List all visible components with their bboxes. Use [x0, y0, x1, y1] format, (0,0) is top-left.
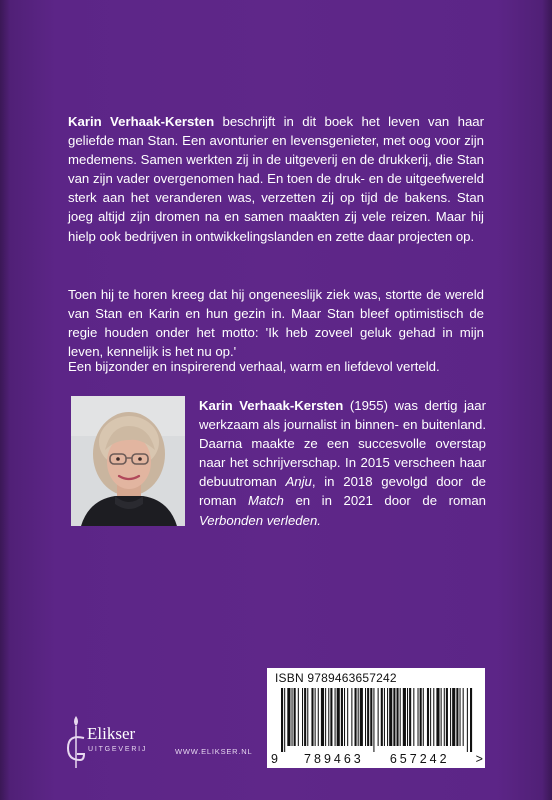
barcode-bar	[436, 688, 439, 746]
barcode-bar	[351, 688, 352, 746]
barcode-bar	[413, 688, 414, 746]
barcode-bar	[403, 688, 406, 746]
barcode-bar	[298, 688, 299, 746]
barcode-bar	[335, 688, 336, 746]
barcode-bar	[344, 688, 345, 746]
right-edge-shadow	[542, 0, 552, 800]
publisher-logo	[62, 714, 162, 774]
barcode-bar	[341, 688, 343, 746]
barcode-bar	[444, 688, 445, 746]
barcode-bar	[407, 688, 408, 746]
barcode-bar	[307, 688, 308, 746]
barcode-bar	[281, 688, 283, 752]
barcode-bar	[441, 688, 442, 746]
blurb-paragraph-2: Toen hij te horen kreeg dat hij ongeneeslijk ziek was, stortte de wereld van Stan en Karin en hun gezin in. Maar Stan bleef optimistisch de regie houden onder het motto: 'Ik heb zoveel geluk gehad in mijn leven, kennelijk is het nu op.'	[68, 287, 484, 360]
barcode-bar	[470, 688, 472, 752]
barcode-bar	[321, 688, 324, 746]
barcode-bar	[430, 688, 431, 746]
publisher-name: Elikser	[87, 724, 136, 743]
barcode-bar	[384, 688, 385, 746]
barcode-bar	[418, 688, 419, 746]
bio-text-2: , in 2018 gevolgd door de roman	[199, 474, 487, 509]
barcode-bar	[420, 688, 422, 746]
barcode-bar	[381, 688, 383, 746]
barcode-bar	[450, 688, 451, 746]
publisher-website: WWW.ELIKSER.NL	[175, 747, 253, 756]
barcode-bar	[304, 688, 306, 746]
barcode-bar	[389, 688, 392, 746]
bio-text-3: en in 2021 door de roman	[283, 493, 486, 509]
isbn-barcode	[267, 668, 485, 768]
barcode-bar	[378, 688, 379, 746]
author-bio	[199, 396, 486, 530]
barcode-bar	[355, 688, 357, 746]
author-portrait-illustration	[71, 396, 185, 526]
barcode-bar	[456, 688, 458, 746]
barcode-bar	[460, 688, 461, 746]
isbn-label: ISBN 9789463657242	[275, 671, 397, 685]
blurb-author-name: Karin Verhaak-Kersten	[68, 114, 215, 129]
blurb-paragraph-3: Een bijzonder en inspirerend verhaal, warm en liefdevol verteld.	[68, 359, 440, 374]
barcode-bar	[325, 688, 326, 746]
barcode-bar	[393, 688, 395, 746]
barcode-bar	[330, 688, 332, 746]
barcode-bar	[427, 688, 429, 746]
publisher-emblem-icon	[62, 714, 90, 772]
barcode-bar	[328, 688, 329, 746]
barcode-bar	[370, 688, 372, 746]
barcode-bar	[387, 688, 388, 746]
barcode-bar	[302, 688, 303, 746]
barcode-bar	[292, 688, 293, 746]
barcode-bars	[275, 688, 477, 752]
bio-author-name: Karin Verhaak-Kersten	[199, 398, 344, 413]
barcode-bar	[337, 688, 340, 746]
blurb-paragraph-1	[68, 112, 484, 246]
barcode-bar	[423, 688, 424, 746]
bio-book-title-1: Anju	[285, 474, 312, 490]
barcode-bar	[360, 688, 363, 746]
barcode-bar	[367, 688, 369, 746]
bio-book-title-3: Verbonden verleden.	[199, 512, 321, 528]
barcode-bar	[311, 688, 313, 746]
publisher-subtitle: UITGEVERIJ	[88, 746, 148, 753]
barcode-bar	[373, 688, 374, 752]
left-edge-shadow	[0, 0, 10, 800]
barcode-digits	[271, 752, 483, 766]
barcode-bar	[287, 688, 290, 746]
author-photo	[71, 396, 185, 526]
barcode-digit-group-2: 657242	[389, 752, 450, 766]
barcode-bar	[284, 688, 285, 752]
bio-book-title-2: Match	[247, 493, 284, 509]
bio-text-1: (1955) was dertig jaar werkzaam als journalist in binnen- en buitenland. Daarna maakte ze een succesvolle overstap naar het schrijverschap. In 2015 verscheen haar debuutroman	[199, 398, 486, 490]
barcode-bar	[452, 688, 455, 746]
barcode-bar	[294, 688, 296, 746]
barcode-bar	[315, 688, 316, 746]
barcode-bar	[358, 688, 359, 746]
barcode-digit-group-1: 789463	[304, 752, 364, 766]
barcode-bar	[365, 688, 366, 746]
barcode-bar	[400, 688, 401, 746]
barcode-bar	[318, 688, 319, 746]
barcode-arrow: >	[475, 752, 483, 766]
barcode-bar	[446, 688, 448, 746]
barcode-bar	[433, 688, 434, 746]
barcode-bar	[467, 688, 468, 752]
barcode-bar	[347, 688, 348, 746]
barcode-bar	[463, 688, 464, 746]
barcode-bar	[409, 688, 411, 746]
barcode-digit-first: 9	[271, 752, 278, 766]
blurb-paragraph-1-text: beschrijft in dit boek het leven van haar geliefde man Stan. Een avonturier en levensgenieter, met oog voor zijn medemens. Samen werkten zij in de uitgeverij en de drukkerij, die Stan van zijn vader overgenomen had. En toen de druk- en de uitgeefwereld sterk aan het veranderen was, verzetten zij op tijd de bakens. Stan joeg altijd zijn dromen na en samen maakten zij vele reizen. Maar hij hielp ook bedrijven in ontwikkelingslanden en zette daar projecten op.	[68, 114, 484, 244]
barcode-bar	[397, 688, 399, 746]
